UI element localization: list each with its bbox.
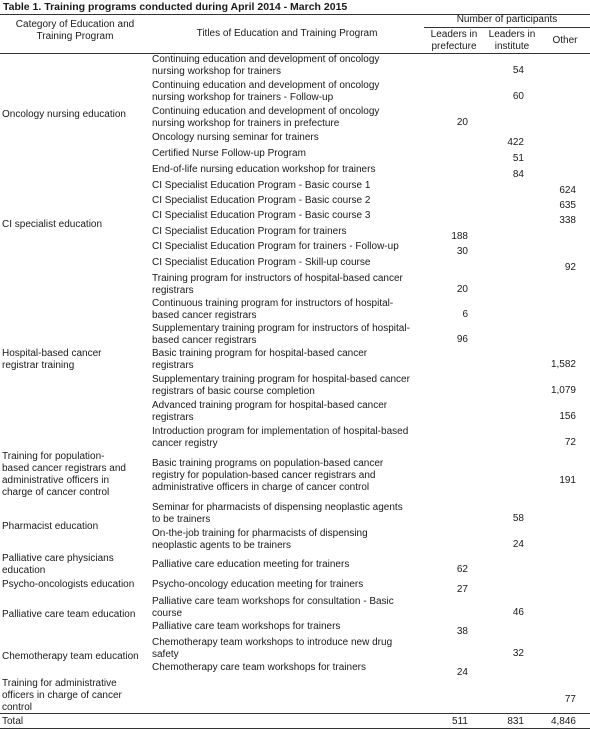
category-label: Palliative care team education — [2, 609, 136, 620]
program-title-line: Continuing education and development of oncology — [152, 54, 380, 65]
program-title-line: CI Specialist Education Program - Basic course 2 — [152, 195, 371, 206]
program-title — [152, 348, 434, 372]
program-title-line: nursing workshop for trainers — [152, 66, 281, 77]
program-title-line: Introduction program for implementation of hospital-based — [152, 426, 409, 437]
leaders-institute-value: 422 — [507, 137, 524, 148]
program-title — [152, 458, 434, 494]
program-title-line: Advanced training program for hospital-based cancer — [152, 400, 388, 411]
program-title-line: based cancer registrars — [152, 310, 257, 321]
program-title-line: Certified Nurse Follow-up Program — [152, 148, 306, 159]
program-title — [152, 374, 434, 398]
leaders-prefecture-value: 62 — [456, 564, 468, 575]
program-title-line: to be trainers — [152, 514, 211, 525]
program-title-line: Supplementary training program for hospital-based cancer — [152, 374, 410, 385]
category-label: charge of cancer control — [2, 487, 110, 498]
other-value: 72 — [564, 437, 576, 448]
category-label: Training for administrative — [2, 678, 117, 689]
category-label: Palliative care physicians — [2, 553, 114, 564]
program-title-line: CI Specialist Education Program - Basic course 3 — [152, 210, 371, 221]
program-title — [152, 559, 434, 571]
program-title-line: administrative officers in charge of cancer control — [152, 482, 370, 493]
category-cell — [2, 609, 147, 621]
leaders-prefecture-value: 6 — [462, 309, 468, 320]
program-title — [152, 273, 434, 297]
program-title-line: Palliative care team workshops for consultation - Basic — [152, 596, 394, 607]
category-label: based cancer registrars and — [2, 463, 126, 474]
program-title-line: neoplastic agents to be trainers — [152, 540, 291, 551]
header-titles: Titles of Education and Training Program — [196, 28, 378, 39]
category-cell — [2, 219, 147, 231]
leaders-institute-value: 54 — [512, 65, 524, 76]
other-value: 77 — [564, 694, 576, 705]
header-other: Other — [552, 35, 578, 46]
program-title-line: cancer registry — [152, 438, 218, 449]
program-title-line: registrars — [152, 360, 194, 371]
program-title — [152, 180, 434, 192]
other-value: 1,079 — [550, 385, 576, 396]
program-title-line: course — [152, 608, 183, 619]
program-title — [152, 54, 434, 78]
leaders-prefecture-value: 30 — [456, 246, 468, 257]
program-title-line: nursing workshop for trainers - Follow-up — [152, 92, 334, 103]
category-label: education — [2, 565, 46, 576]
leaders-institute-value: 84 — [512, 169, 524, 180]
category-label: officers in charge of cancer — [2, 690, 122, 701]
program-title-line: based cancer registrars — [152, 335, 257, 346]
program-title — [152, 528, 434, 552]
program-title — [152, 426, 434, 450]
program-title — [152, 132, 434, 144]
header-line: institute — [494, 41, 530, 52]
program-title-line: On-the-job training for pharmacists of dispensing — [152, 528, 368, 539]
program-title-line: registry for population-based cancer registrars and — [152, 470, 376, 481]
other-value: 635 — [559, 200, 576, 211]
program-title — [152, 621, 434, 633]
leaders-institute-value: 24 — [512, 539, 524, 550]
header-line: Leaders in — [488, 29, 536, 40]
program-title-line: Seminar for pharmacists of dispensing neoplastic agents — [152, 502, 403, 513]
program-title-line: registrars — [152, 412, 194, 423]
category-label: Oncology nursing education — [2, 109, 126, 120]
leaders-prefecture-value: 188 — [451, 231, 468, 242]
program-title-line: Oncology nursing seminar for trainers — [152, 132, 319, 143]
total-leaders-prefecture: 511 — [452, 716, 468, 727]
program-title — [152, 298, 434, 322]
leaders-prefecture-value: 38 — [456, 626, 468, 637]
program-title-line: Psycho-oncology education meeting for trainers — [152, 579, 364, 590]
program-title-line: safety — [152, 649, 179, 660]
program-title — [152, 106, 434, 130]
header-leaders-institute — [484, 29, 540, 53]
category-label: administrative officers in — [2, 475, 110, 486]
category-label: control — [2, 702, 33, 713]
program-title-line: Continuing education and development of oncology — [152, 106, 380, 117]
category-cell — [2, 521, 147, 533]
program-title-line: Palliative care education meeting for trainers — [152, 559, 350, 570]
total-label: Total — [2, 716, 24, 727]
header-line: Leaders in — [430, 29, 478, 40]
category-label: CI specialist education — [2, 219, 103, 230]
leaders-institute-value: 32 — [512, 648, 524, 659]
other-value: 338 — [559, 215, 576, 226]
participants-rule — [424, 27, 590, 28]
category-cell — [2, 553, 147, 577]
header-line: prefecture — [431, 41, 477, 52]
category-label: Pharmacist education — [2, 521, 99, 532]
category-label: Training for population- — [2, 451, 105, 462]
program-title — [152, 579, 434, 591]
category-label: registrar training — [2, 360, 75, 371]
program-title — [152, 241, 434, 253]
leaders-prefecture-value: 24 — [456, 667, 468, 678]
header-category — [0, 19, 150, 43]
program-title — [152, 637, 434, 661]
leaders-prefecture-value: 27 — [456, 584, 468, 595]
other-value: 191 — [559, 475, 576, 486]
program-title — [152, 164, 434, 176]
program-title-line: Chemotherapy care team workshops for trainers — [152, 662, 366, 673]
program-title-line: CI Specialist Education Program - Skill-up course — [152, 257, 371, 268]
program-title — [152, 148, 434, 160]
program-title — [152, 257, 434, 269]
table-title: Table 1. Training programs conducted during April 2014 - March 2015 — [3, 1, 348, 13]
category-cell — [2, 109, 147, 121]
program-title-line: Basic training program for hospital-based cancer — [152, 348, 368, 359]
program-title — [152, 323, 434, 347]
program-title — [152, 80, 434, 104]
total-leaders-institute: 831 — [507, 716, 524, 727]
program-title-line: Continuous training program for instructors of hospital- — [152, 298, 394, 309]
category-label: Chemotherapy team education — [2, 651, 139, 662]
program-title-line: CI Specialist Education Program - Basic course 1 — [152, 180, 371, 191]
program-title — [152, 400, 434, 424]
other-value: 156 — [559, 411, 576, 422]
program-title-line: registrars — [152, 285, 194, 296]
category-label: Psycho-oncologists education — [2, 579, 135, 590]
program-title-line: CI Specialist Education Program for trainers — [152, 226, 347, 237]
category-cell — [2, 348, 147, 372]
leaders-institute-value: 60 — [512, 91, 524, 102]
leaders-prefecture-value: 20 — [456, 117, 468, 128]
program-title-line: Continuing education and development of oncology — [152, 80, 380, 91]
category-cell — [2, 579, 147, 591]
category-cell — [2, 651, 147, 663]
program-title — [152, 195, 434, 207]
category-label: Hospital-based cancer — [2, 348, 102, 359]
program-title-line: Chemotherapy team workshops to introduce new drug — [152, 637, 393, 648]
program-title-line: CI Specialist Education Program for trainers - Follow-up — [152, 241, 399, 252]
leaders-institute-value: 51 — [512, 153, 524, 164]
program-title — [152, 662, 434, 674]
program-title-line: nursing workshop for trainers in prefecture — [152, 118, 340, 129]
program-title-line: End-of-life nursing education workshop for trainers — [152, 164, 376, 175]
leaders-institute-value: 58 — [512, 513, 524, 524]
category-cell — [2, 678, 147, 714]
total-other: 4,846 — [550, 716, 576, 727]
program-title-line: registrars of basic course completion — [152, 386, 315, 397]
other-value: 624 — [559, 185, 576, 196]
header-category-line: Category of Education and — [15, 19, 135, 30]
leaders-institute-value: 46 — [512, 607, 524, 618]
program-title — [152, 502, 434, 526]
other-value: 1,582 — [550, 359, 576, 370]
other-value: 92 — [564, 262, 576, 273]
category-cell — [2, 451, 147, 499]
program-title — [152, 210, 434, 222]
program-title-line: Training program for instructors of hospital-based cancer — [152, 273, 403, 284]
leaders-prefecture-value: 96 — [456, 334, 468, 345]
program-title-line: Basic training programs on population-based cancer — [152, 458, 384, 469]
header-leaders-prefecture — [424, 29, 484, 53]
leaders-prefecture-value: 20 — [456, 284, 468, 295]
program-title — [152, 596, 434, 620]
header-category-line: Training Program — [36, 31, 114, 42]
program-title-line: Palliative care team workshops for trainers — [152, 621, 341, 632]
program-title — [152, 226, 434, 238]
program-title-line: Supplementary training program for instructors of hospital- — [152, 323, 410, 334]
header-participants: Number of participants — [456, 14, 558, 25]
